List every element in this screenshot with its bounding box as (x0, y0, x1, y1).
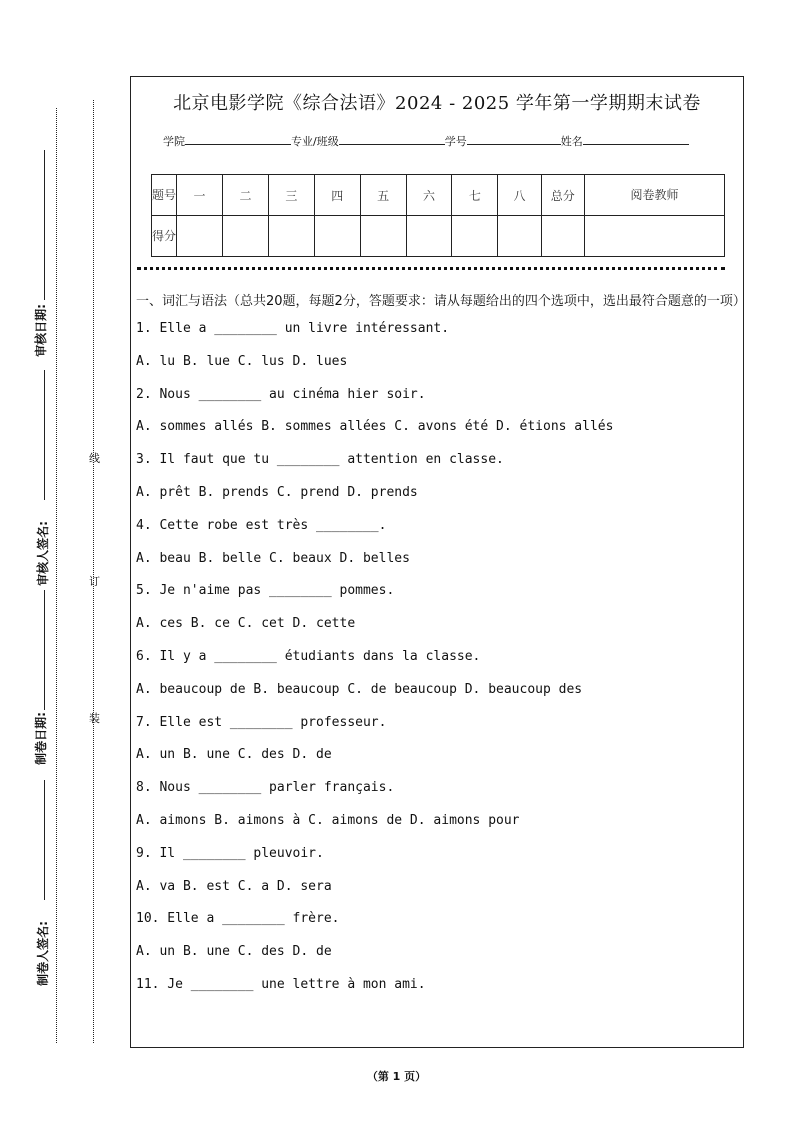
score-cell[interactable] (314, 216, 360, 257)
question-line: 5. Je n'aime pas ________ pommes. (136, 583, 395, 599)
score-row-label: 得分 (152, 216, 177, 257)
question-line: 1. Elle a ________ un livre intéressant. (136, 321, 450, 336)
score-cell[interactable] (223, 216, 269, 257)
score-header-cell: 一 (177, 175, 223, 216)
score-cell[interactable] (452, 216, 498, 257)
score-table-score-row (152, 216, 725, 257)
setter-sign-label (10, 921, 75, 986)
questions-section (136, 291, 746, 1010)
score-header-cell: 七 (452, 175, 498, 216)
score-table (151, 174, 725, 257)
score-header-label: 题号 (152, 175, 177, 216)
name-label: 姓名 (560, 135, 583, 148)
reviewer-sign-label (10, 521, 75, 586)
score-header-cell: 五 (360, 175, 406, 216)
options-line: A. un B. une C. des D. de (136, 944, 332, 960)
binding-zhuang-char: 装 (89, 712, 100, 725)
options-line: A. sommes allés B. sommes allées C. avons été D. étions allés (136, 419, 614, 435)
options-line: A. aimons B. aimons à C. aimons de D. aimons pour (136, 812, 520, 828)
binding-dotted-line-right (93, 100, 94, 1043)
grader-cell[interactable] (584, 216, 724, 257)
set-date-line (44, 590, 45, 710)
setter-sign-line (44, 780, 45, 900)
id-label: 学号 (444, 135, 467, 148)
question-line: 6. Il y a ________ étudiants dans la classe. (136, 648, 481, 664)
review-date-text: 审核日期: (33, 304, 48, 357)
score-cell[interactable] (498, 216, 541, 257)
options-line: A. va B. est C. a D. sera (136, 878, 332, 894)
score-header-grader: 阅卷教师 (584, 175, 724, 216)
question-line: 4. Cette robe est très ________. (136, 517, 387, 533)
question-line: 2. Nous ________ au cinéma hier soir. (136, 386, 426, 402)
options-line: A. ces B. ce C. cet D. cette (136, 616, 356, 632)
options-line: A. beaucoup de B. beaucoup C. de beaucoup D. beaucoup des (136, 681, 583, 697)
major-field[interactable] (339, 134, 445, 145)
school-field[interactable] (185, 134, 291, 145)
options-line: A. lu B. lue C. lus D. lues (136, 353, 348, 369)
id-field[interactable] (467, 134, 561, 145)
student-info-row (163, 133, 689, 149)
review-date-line (44, 150, 45, 300)
set-date-label (14, 712, 67, 765)
exam-title: 北京电影学院《综合法语》2024 - 2025 学年第一学期期末试卷 (173, 93, 701, 114)
page-number: （第 1 页） (366, 1070, 427, 1083)
question-line: 8. Nous ________ parler français. (136, 780, 395, 796)
score-cell[interactable] (268, 216, 314, 257)
score-header-cell: 二 (223, 175, 269, 216)
options-line: A. beau B. belle C. beaux D. belles (136, 550, 410, 566)
score-cell[interactable] (406, 216, 452, 257)
question-line: 7. Elle est ________ professeur. (136, 714, 387, 730)
score-table-header-row (152, 175, 725, 216)
question-line: 10. Elle a ________ frère. (136, 911, 340, 927)
options-line: A. un B. une C. des D. de (136, 747, 332, 763)
binding-line-char: 线 (89, 452, 100, 465)
score-header-cell: 六 (406, 175, 452, 216)
score-cell[interactable] (360, 216, 406, 257)
score-header-cell: 三 (268, 175, 314, 216)
review-date-label (14, 304, 67, 357)
setter-sign-text: 制卷人签名: (35, 921, 50, 986)
binding-dotted-line-left (56, 108, 57, 1043)
reviewer-sign-text: 审核人签名: (35, 521, 50, 586)
score-header-total: 总分 (541, 175, 584, 216)
question-line: 3. Il faut que tu ________ attention en classe. (136, 452, 504, 468)
major-label: 专业/班级 (291, 135, 339, 148)
score-header-cell: 四 (314, 175, 360, 216)
score-total-cell[interactable] (541, 216, 584, 257)
score-header-cell: 八 (498, 175, 541, 216)
section-header: 一、词汇与语法（总共20题，每题2分，答题要求：请从每题给出的四个选项中，选出最符合题意的一项） (136, 294, 746, 309)
school-label: 学院 (163, 135, 185, 148)
separator-dotted (137, 267, 725, 270)
options-line: A. prêt B. prends C. prend D. prends (136, 484, 418, 500)
binding-ding-char: 订 (89, 575, 100, 588)
reviewer-sign-line (44, 370, 45, 500)
question-line: 9. Il ________ pleuvoir. (136, 845, 324, 861)
name-field[interactable] (583, 134, 689, 145)
question-line: 11. Je ________ une lettre à mon ami. (136, 976, 426, 992)
exam-frame (130, 76, 744, 1048)
score-cell[interactable] (177, 216, 223, 257)
set-date-text: 制卷日期: (33, 712, 48, 765)
